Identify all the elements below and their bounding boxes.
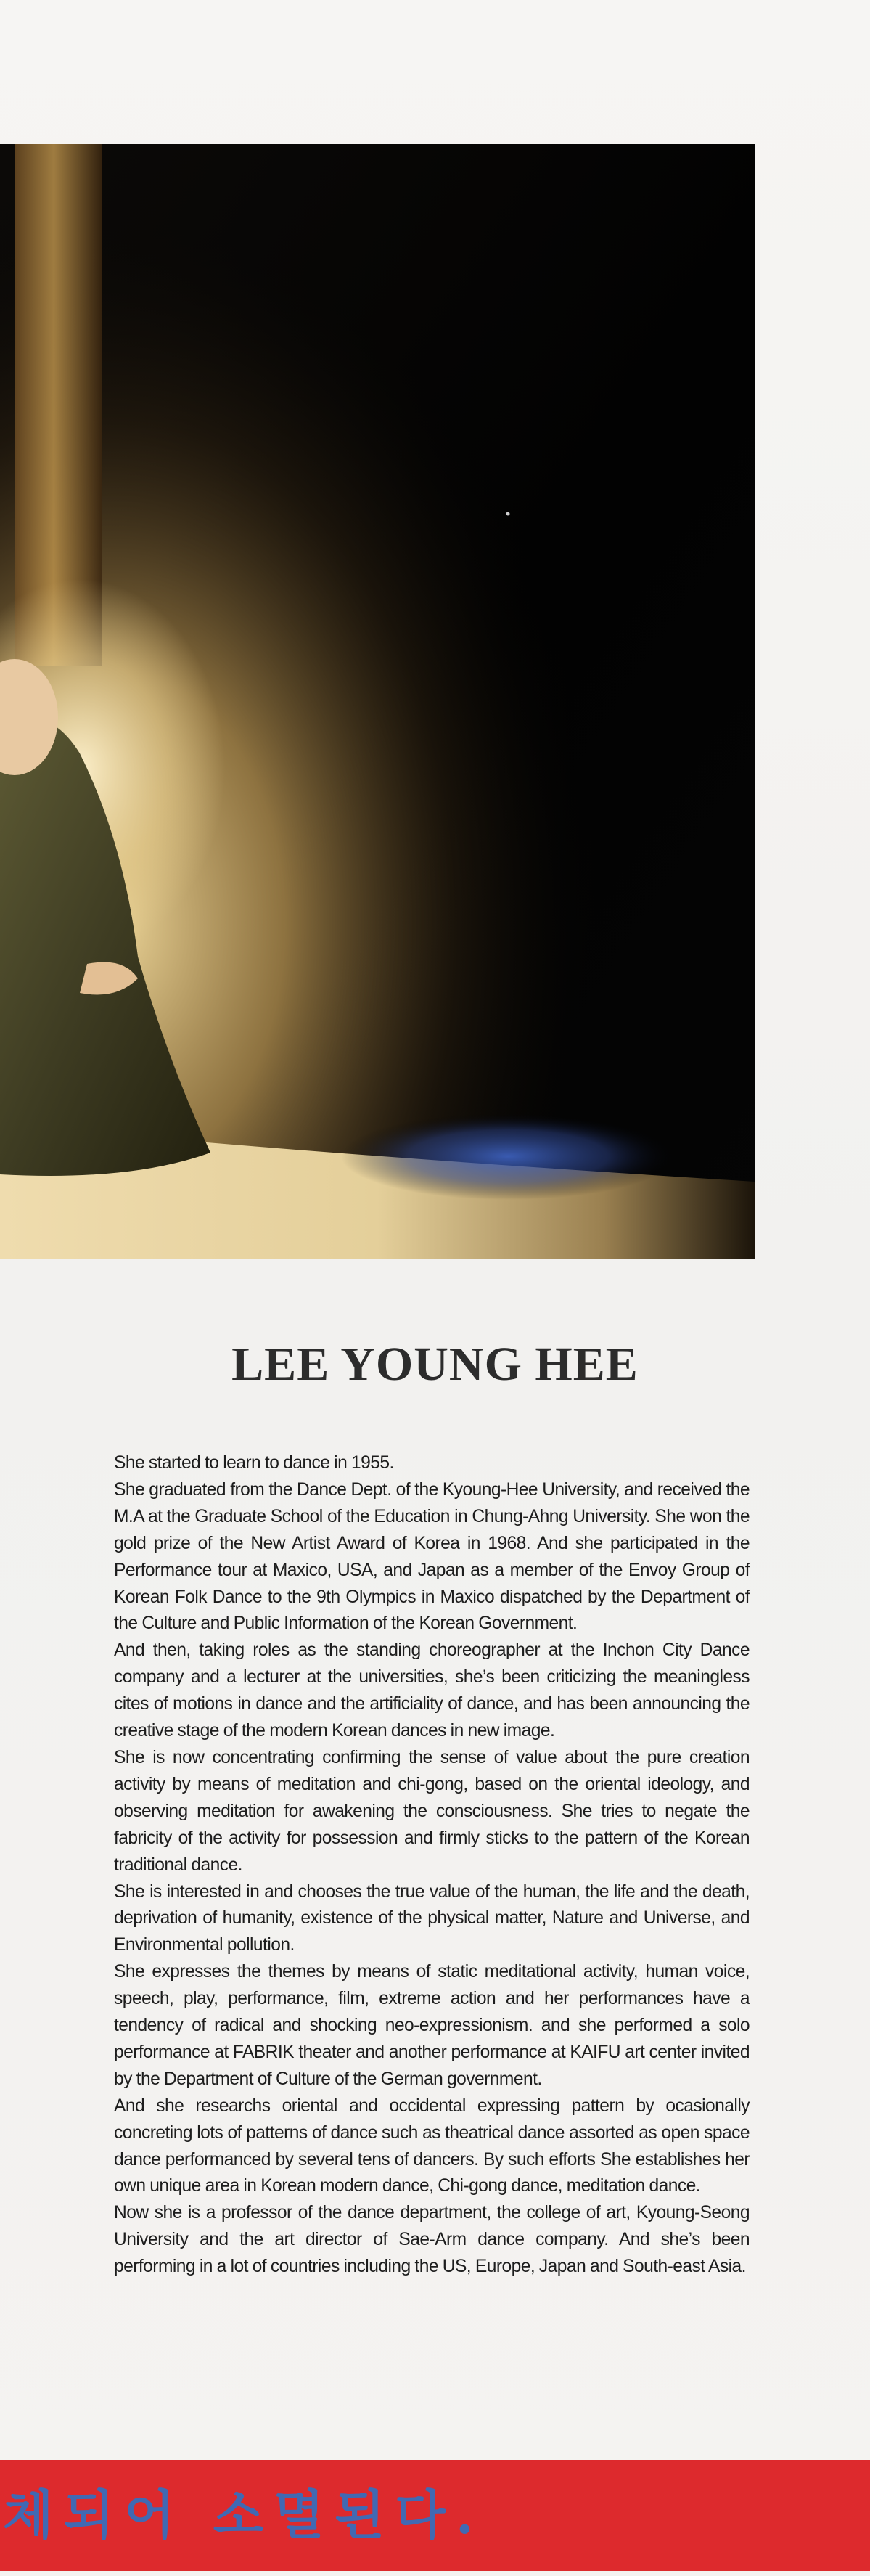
korean-text-banner — [0, 2460, 870, 2571]
biography-text — [114, 1450, 750, 2281]
bio-paragraph: She expresses the themes by means of static meditational activity, human voice, speech, play, performance, film, extreme action and her performances have a tendency of radical and shocking neo-expressionism. and she performed a solo performance at FABRIK theater and another performance at KAIFU art center invited by the Department of Culture of the German government. — [114, 1962, 750, 2089]
bio-paragraph: She graduated from the Dance Dept. of the Kyoung-Hee University, and received the M.A at the Graduate School of the Education in Chung-Ahng University. She won the gold prize of the New Artist Award of Korea in 1968. And she participated in the Performance tour at Maxico, USA, and Japan as a member of the Envoy Group of Korean Folk Dance to the 9th Olympics in Maxico dispatched by the Department of the Culture and Public Information of the Korean Government. — [114, 1479, 750, 1634]
bio-paragraph: Now she is a professor of the dance department, the college of art, Kyoung-Seong University and the art director of Sae-Arm dance company. And she’s been performing in a lot of countries including the US, Europe, Japan and South-east Asia. — [114, 2203, 750, 2277]
banner-text: 체되어 소멸된다. — [3, 2484, 484, 2546]
bio-paragraph: She is interested in and chooses the true value of the human, the life and the death, deprivation of humanity, existence of the physical matter, Nature and Universe, and Environmental pollution. — [114, 1881, 750, 1955]
bio-paragraph: She started to learn to dance in 1955. — [114, 1453, 394, 1473]
bio-paragraph: And she researchs oriental and occidental expressing pattern by ocasionally concreting lots of patterns of dance such as theatrical dance assorted as open space dance performanced by several tens of dancers. By such efforts She establishes her own unique area in Korean modern dance, Chi-gong dance, meditation dance. — [114, 2095, 750, 2196]
bio-paragraph: And then, taking roles as the standing choreographer at the Inchon City Dance company and a lecturer at the universities, she’s been criticizing the meaningless cites of motions in dance and the artificiality of dance, and has been announcing the creative stage of the modern Korean dances in new image. — [114, 1640, 750, 1741]
photo-illustration — [0, 144, 755, 1259]
bio-paragraph: She is now concentrating confirming the sense of value about the pure creation activity by means of meditation and chi-gong, based on the oriental ideology, and observing meditation for awakening the consciousness. She tries to negate the fabricity of the activity for possession and firmly sticks to the pattern of the Korean traditional dance. — [114, 1747, 750, 1875]
page-title: LEE YOUNG HEE — [231, 1338, 639, 1391]
meditating-dancer-photo — [0, 144, 755, 1259]
